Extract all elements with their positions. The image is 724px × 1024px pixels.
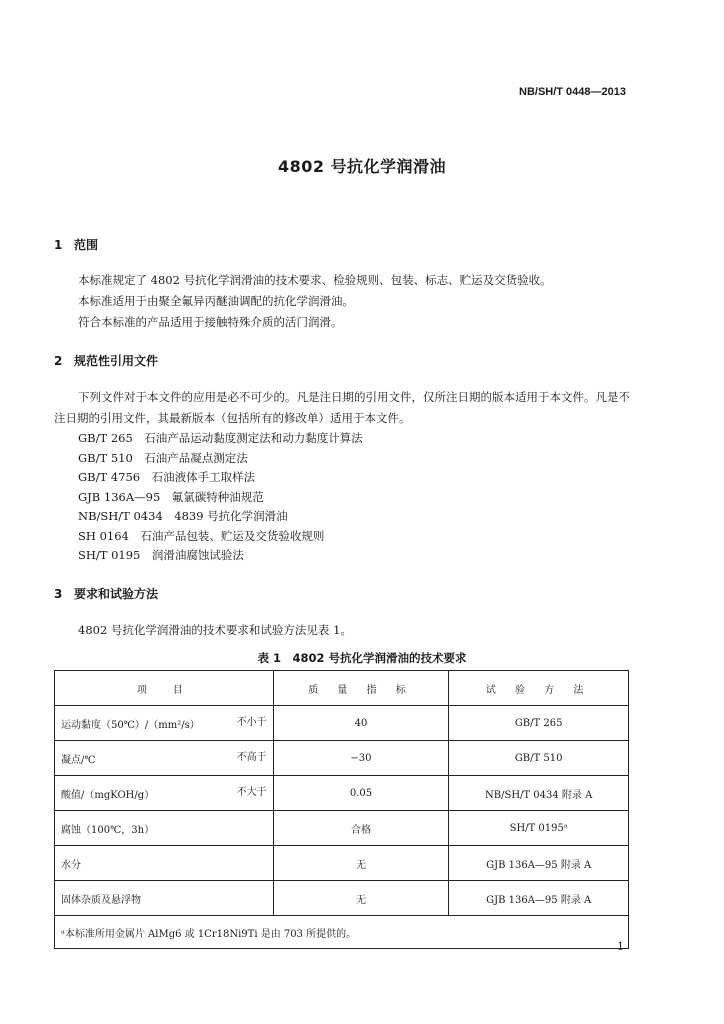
item-cell [55, 881, 274, 916]
reference-item: GJB 136A—95 氟氯碳特种油规范 [78, 489, 264, 504]
section-3-body [54, 620, 630, 641]
method-cell: GB/T 265 [449, 706, 629, 741]
page-number: 1 [617, 940, 624, 953]
header-test-method: 试 验 方 法 [449, 671, 629, 706]
limit-label: 不大于 [236, 787, 267, 798]
paragraph: 下列文件对于本文件的应用是必不可少的。凡是注日期的引用文件，仅所注日期的版本适用于本文件。凡是不注日期的引用文件，其最新版本（包括所有的修改单）适用于本文件。 [54, 390, 630, 425]
paragraph: 本标准适用于由聚全氟异丙醚油调配的抗化学润滑油。 [78, 294, 354, 308]
table-row [55, 706, 629, 741]
document-title: 4802 号抗化学润滑油 [277, 157, 447, 176]
item-cell [55, 741, 274, 776]
section-3-heading [54, 585, 158, 602]
table-row [55, 881, 629, 916]
header-quality-index: 质 量 指 标 [273, 671, 449, 706]
method-cell: GJB 136A—95 附录 A [449, 881, 629, 916]
item-cell [55, 811, 274, 846]
limit-label: 不高于 [236, 752, 267, 763]
reference-item: SH 0164 石油产品包装、贮运及交货验收规则 [78, 528, 325, 543]
reference-list [78, 429, 363, 566]
reference-item: SH/T 0195 润滑油腐蚀试验法 [78, 548, 244, 562]
section-title: 范围 [74, 238, 99, 252]
section-number: 2 [54, 354, 63, 368]
table-row [55, 776, 629, 811]
item-label: 凝点/℃ [61, 754, 96, 766]
table-row [55, 846, 629, 881]
item-label: 酸值/（mgKOH/g） [61, 789, 155, 801]
paragraph: 本标准规定了 4802 号抗化学润滑油的技术要求、检验规则、包装、标志、贮运及交货验收。 [78, 273, 552, 287]
section-2-heading [54, 352, 158, 369]
reference-item: NB/SH/T 0434 4839 号抗化学润滑油 [78, 509, 288, 523]
section-1-heading [54, 236, 98, 253]
value-cell: 合格 [273, 811, 449, 846]
section-title: 规范性引用文件 [74, 354, 159, 368]
value-cell: 40 [273, 706, 449, 741]
item-cell [55, 706, 274, 741]
item-label: 腐蚀（100℃，3h） [61, 824, 155, 836]
value-cell: 无 [273, 846, 449, 881]
item-label: 运动黏度（50℃）/（mm²/s） [61, 719, 200, 731]
reference-item: GB/T 4756 石油液体手工取样法 [78, 470, 256, 484]
reference-item: GB/T 510 石油产品凝点测定法 [78, 450, 248, 465]
section-title: 要求和试验方法 [74, 587, 159, 601]
item-cell [55, 846, 274, 881]
reference-item: GB/T 265 石油产品运动黏度测定法和动力黏度计算法 [78, 431, 363, 445]
value-cell: 无 [273, 881, 449, 916]
section-number: 1 [54, 238, 63, 252]
item-label: 固体杂质及悬浮物 [61, 894, 141, 906]
requirements-table [54, 670, 629, 949]
section-2-body [54, 387, 630, 429]
method-cell: SH/T 0195ᵃ [449, 811, 629, 846]
section-1-body [54, 270, 630, 333]
method-cell: GB/T 510 [449, 741, 629, 776]
table-header-row [55, 671, 629, 706]
table-footnote-row [55, 916, 629, 949]
table-caption: 表 1 4802 号抗化学润滑油的技术要求 [257, 651, 467, 665]
limit-label: 不小于 [236, 717, 267, 728]
value-cell: −30 [273, 741, 449, 776]
item-cell [55, 776, 274, 811]
value-cell: 0.05 [273, 776, 449, 811]
method-cell: GJB 136A—95 附录 A [449, 846, 629, 881]
method-cell: NB/SH/T 0434 附录 A [449, 776, 629, 811]
item-label: 水分 [61, 859, 81, 871]
header-item: 项 目 [55, 671, 274, 706]
table-row [55, 811, 629, 846]
table-row [55, 741, 629, 776]
paragraph: 4802 号抗化学润滑油的技术要求和试验方法见表 1。 [78, 623, 352, 637]
standard-code: NB/SH/T 0448—2013 [519, 86, 626, 98]
paragraph: 符合本标准的产品适用于接触特殊介质的活门润滑。 [78, 315, 343, 329]
table-footnote: ᵃ本标准所用金属片 AlMg6 或 1Cr18Ni9Ti 是由 703 所提供的。 [55, 916, 629, 949]
section-number: 3 [54, 587, 63, 601]
